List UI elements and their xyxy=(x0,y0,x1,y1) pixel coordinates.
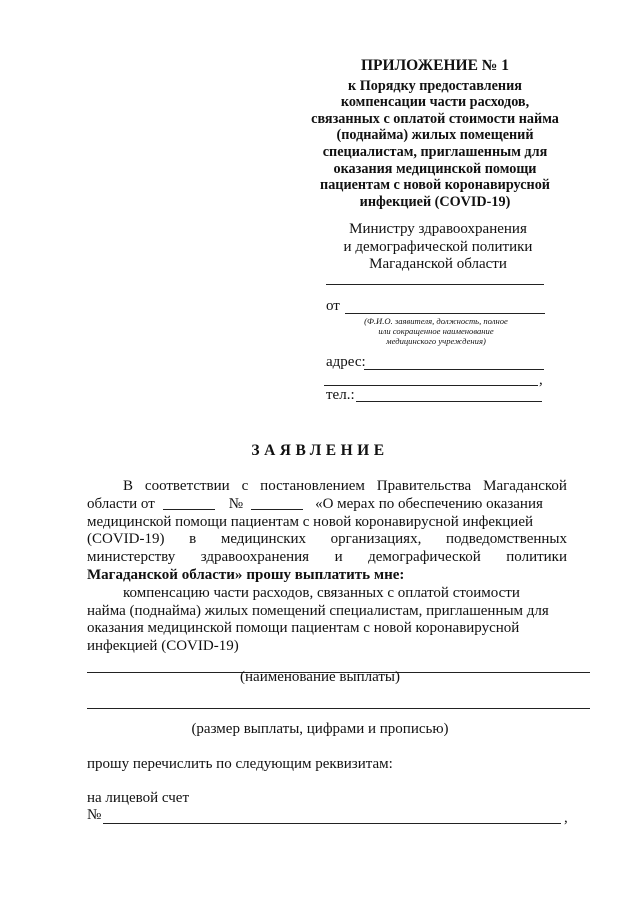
addressee-line: и демографической политики xyxy=(343,238,533,255)
account-label: на лицевой счет xyxy=(87,790,190,806)
word: здравоохранения xyxy=(200,549,310,566)
annex-line: специалистам, приглашенным для xyxy=(322,143,548,160)
from-label: от xyxy=(326,298,340,314)
annex-title: ПРИЛОЖЕНИЕ № 1 xyxy=(361,57,509,74)
addressee-block xyxy=(318,221,558,274)
statement-text: оказания медицинской помощи пациентам с новой коронавирусной xyxy=(87,620,520,637)
statement-line xyxy=(87,496,567,514)
statement-line xyxy=(87,549,567,567)
annex-line: (поднайма) жилых помещений xyxy=(336,127,534,144)
word: медицинских xyxy=(220,531,307,548)
payment-size-caption: (размер выплаты, цифрами и прописью) xyxy=(191,721,449,737)
decree-number-field[interactable] xyxy=(251,496,303,510)
word: демографической xyxy=(368,549,481,566)
payment-size-field[interactable] xyxy=(87,708,590,709)
phone-label: тел.: xyxy=(326,387,355,403)
statement-line xyxy=(87,531,567,549)
address-field[interactable] xyxy=(364,369,544,370)
annex-line: связанных с оплатой стоимости найма xyxy=(311,110,559,127)
statement-text: найма (поднайма) жилых помещений специалистам, приглашенным для xyxy=(87,602,549,619)
decree-title-start: «О мерах по обеспечению оказания xyxy=(315,495,543,512)
statement-text: компенсацию части расходов, связанных с оплатой стоимости xyxy=(123,584,520,601)
transfer-text: прошу перечислить по следующим реквизитам: xyxy=(87,756,393,772)
annex-line: компенсации части расходов, xyxy=(340,94,530,111)
address-field-line-2[interactable] xyxy=(324,385,538,386)
phone-field[interactable] xyxy=(356,401,542,402)
word: соответствии xyxy=(144,478,230,494)
account-number-field[interactable] xyxy=(103,823,561,824)
addressee-blank-line[interactable] xyxy=(326,284,544,285)
statement-line xyxy=(87,478,567,496)
address-label: адрес: xyxy=(326,354,366,370)
word: политики xyxy=(506,549,567,566)
addressee-line: Министру здравоохранения xyxy=(349,221,527,237)
document-heading: ЗАЯВЛЕНИЕ xyxy=(251,442,389,459)
statement-text: медицинской помощи пациентам с новой коронавирусной инфекцией xyxy=(87,513,534,530)
decree-number-label: № xyxy=(228,495,244,512)
word: В xyxy=(123,478,134,494)
word: с xyxy=(241,478,249,494)
decree-date-field[interactable] xyxy=(163,496,215,510)
word: министерству xyxy=(87,549,176,566)
statement-line xyxy=(87,514,567,532)
statement-line xyxy=(87,567,567,585)
annex-line: инфекцией (COVID-19) xyxy=(359,193,511,210)
word: Правительства xyxy=(376,478,472,494)
statement-line xyxy=(87,585,567,603)
word: Магаданской xyxy=(483,478,567,494)
from-hint-line: (Ф.И.О. заявителя, должность, полное xyxy=(364,316,508,326)
word: и xyxy=(334,549,343,566)
annex-line: пациентам с новой коронавирусной xyxy=(320,177,550,194)
statement-paragraph xyxy=(87,478,567,656)
statement-text: Магаданской области» xyxy=(87,566,243,583)
address-comma: , xyxy=(539,372,543,388)
word: (COVID-19) xyxy=(87,531,165,548)
statement-line xyxy=(87,638,567,656)
annex-header xyxy=(300,58,570,210)
from-name-field[interactable] xyxy=(345,313,545,314)
word: в xyxy=(189,531,197,548)
word: подведомственных xyxy=(445,531,567,548)
annex-line: к Порядку предоставления xyxy=(348,77,522,94)
request-text: прошу выплатить мне: xyxy=(246,566,405,583)
word: организациях, xyxy=(330,531,422,548)
decree-date-label: области от xyxy=(87,495,155,512)
statement-line xyxy=(87,620,567,638)
annex-line: оказания медицинской помощи xyxy=(333,160,537,177)
from-hint xyxy=(336,316,536,347)
word: постановлением xyxy=(260,478,365,494)
from-hint-line: или сокращенное наименование xyxy=(378,326,494,337)
account-number-sign: № xyxy=(87,807,102,823)
payment-name-caption: (наименование выплаты) xyxy=(240,669,400,685)
statement-line xyxy=(87,603,567,621)
statement-text: инфекцией (COVID-19) xyxy=(87,638,239,655)
from-hint-line: медицинского учреждения) xyxy=(386,336,486,347)
account-comma: , xyxy=(564,810,568,826)
addressee-line: Магаданской области xyxy=(369,256,507,272)
